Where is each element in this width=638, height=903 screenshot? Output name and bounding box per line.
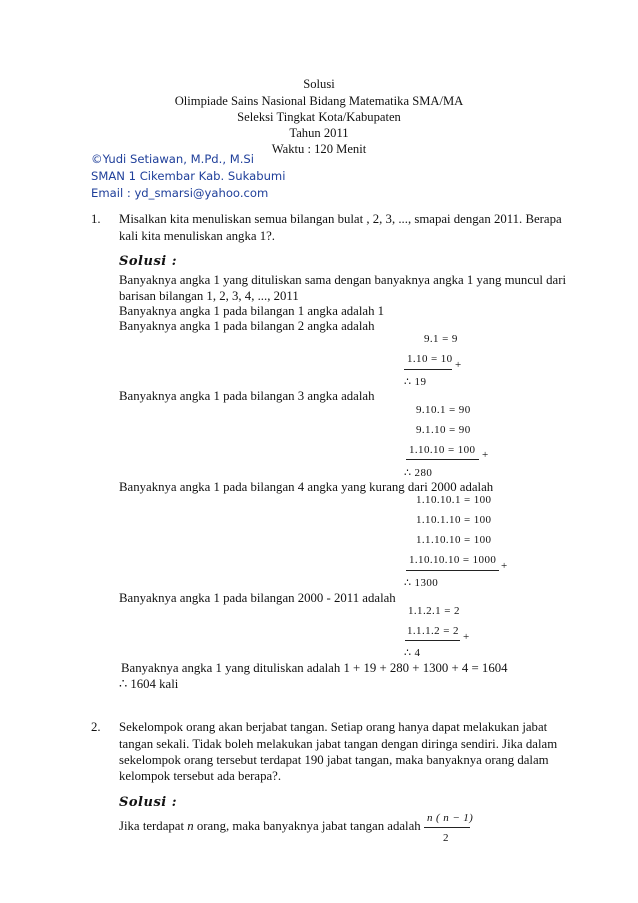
calc-2digit-result: ∴ 19: [404, 376, 427, 388]
calc-4digit-sum-line: [406, 570, 499, 571]
selection-level: Seleksi Tingkat Kota/Kabupaten: [237, 110, 401, 124]
calc-3digit-row-3: 1.10.10 = 100: [409, 444, 476, 456]
calc-4digit-plus: +: [501, 560, 508, 572]
problem-1-solution-line-6: Banyaknya angka 1 pada bilangan 4 angka yang kurang dari 2000 adalah: [119, 480, 494, 494]
calc-3digit-sum-line: [406, 459, 479, 460]
handshake-formula-fraction-bar: [424, 827, 470, 828]
calc-2digit-row-2: 1.10 = 10: [407, 353, 453, 365]
handshake-formula-denominator: 2: [443, 832, 449, 844]
exam-year: Tahun 2011: [289, 126, 349, 140]
author-school: SMAN 1 Cikembar Kab. Sukabumi: [91, 169, 286, 183]
doc-title: Solusi: [303, 77, 335, 91]
calc-2000s-row-1: 1.1.2.1 = 2: [408, 605, 460, 617]
author-email: Email : yd_smarsi@yahoo.com: [91, 186, 269, 200]
problem-1-solution-line-5: Banyaknya angka 1 pada bilangan 3 angka adalah: [119, 389, 375, 403]
problem-2-question-line-2: tangan sekali. Tidak boleh melakukan jabat tangan dengan diringa sendiri. Jika dalam: [119, 737, 558, 751]
handshake-formula-numerator: n ( n − 1): [427, 812, 474, 824]
calc-2digit-sum-line: [404, 369, 452, 370]
calc-4digit-row-2: 1.10.1.10 = 100: [416, 514, 492, 526]
problem-1-solution-heading: Solusi :: [119, 254, 178, 269]
calc-4digit-row-1: 1.10.10.1 = 100: [416, 494, 492, 506]
problem-2-solution-text-post: orang, maka banyaknya jabat tangan adalah: [193, 819, 421, 833]
problem-2-question-line-4: kelompok tersebut ada berapa?.: [119, 769, 282, 783]
problem-2-question-line-1: Sekelompok orang akan berjabat tangan. Setiap orang hanya dapat melakukan jabat: [119, 720, 548, 734]
problem-1-answer: ∴ 1604 kali: [119, 677, 179, 691]
problem-1-solution-line-3: Banyaknya angka 1 pada bilangan 1 angka adalah 1: [119, 304, 385, 318]
calc-3digit-result: ∴ 280: [404, 467, 433, 479]
calc-2digit-row-1: 9.1 = 9: [424, 333, 458, 345]
competition-name: Olimpiade Sains Nasional Bidang Matematika SMA/MA: [174, 94, 464, 108]
calc-2000s-row-2: 1.1.1.2 = 2: [407, 625, 459, 637]
calc-3digit-row-2: 9.1.10 = 90: [416, 424, 471, 436]
calc-4digit-row-3: 1.1.10.10 = 100: [416, 534, 492, 546]
calc-2000s-result: ∴ 4: [404, 647, 421, 659]
calc-2digit-plus: +: [455, 359, 462, 371]
exam-time: Waktu : 120 Menit: [271, 142, 367, 156]
problem-1-solution-line-1: Banyaknya angka 1 yang dituliskan sama dengan banyaknya angka 1 yang muncul dari: [119, 273, 567, 287]
problem-1-question-line-1: Misalkan kita menuliskan semua bilangan bulat , 2, 3, ..., smapai dengan 2011. Berapa: [119, 212, 562, 226]
calc-3digit-row-1: 9.10.1 = 90: [416, 404, 471, 416]
variable-n: n: [187, 819, 194, 833]
problem-1-total: Banyaknya angka 1 yang dituliskan adalah 1 + 19 + 280 + 1300 + 4 = 1604: [121, 661, 508, 675]
problem-1-question-line-2: kali kita menuliskan angka 1?.: [119, 229, 276, 243]
problem-1-solution-line-4: Banyaknya angka 1 pada bilangan 2 angka adalah: [119, 319, 375, 333]
problem-2-solution-text-pre: Jika terdapat: [119, 819, 188, 833]
calc-3digit-plus: +: [482, 449, 489, 461]
problem-2-question-line-3: sekelompok orang tersebut terdapat 190 jabat tangan, maka banyaknya orang dalam: [119, 753, 549, 767]
problem-2-solution-line-1: [119, 819, 421, 834]
problem-1-solution-line-7: Banyaknya angka 1 pada bilangan 2000 - 2011 adalah: [119, 591, 396, 605]
calc-4digit-row-4: 1.10.10.10 = 1000: [409, 554, 497, 566]
problem-2-number: 2.: [91, 720, 101, 734]
calc-2000s-sum-line: [405, 640, 460, 641]
problem-1-solution-line-2: barisan bilangan 1, 2, 3, 4, ..., 2011: [119, 289, 299, 303]
author-name: ©Yudi Setiawan, M.Pd., M.Si: [91, 152, 254, 166]
problem-1-number: 1.: [91, 212, 101, 226]
calc-2000s-plus: +: [463, 631, 470, 643]
calc-4digit-result: ∴ 1300: [404, 577, 439, 589]
problem-2-solution-heading: Solusi :: [119, 795, 178, 810]
